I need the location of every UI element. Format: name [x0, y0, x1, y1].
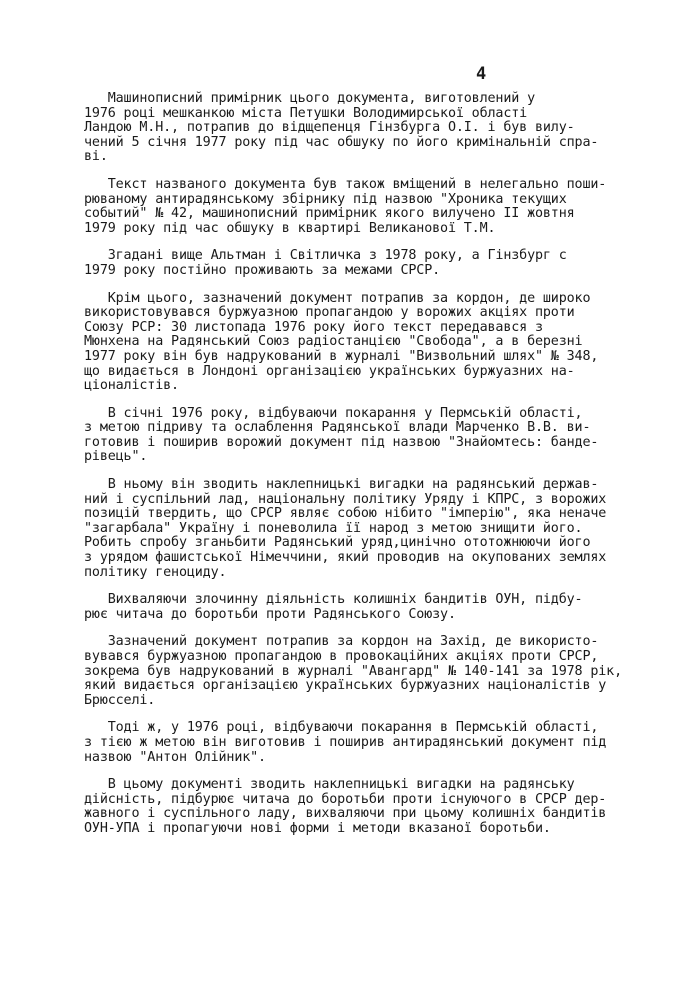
text-line: Зазначений документ потрапив за кордон на Захід, де використо- [84, 634, 599, 650]
text-line: рюваному антирадянському збірнику під назвою "Хроника текущих [84, 191, 567, 207]
text-line: ціоналістів. [84, 378, 179, 394]
text-line: назвою "Антон Олійник". [84, 749, 266, 765]
text-line: Текст названого документа був також вміщений в нелегально поши- [84, 176, 607, 192]
text-line: Машинописний примірник цього документа, виготовлений у [84, 91, 535, 106]
text-line: Вихваляючи злочинну діяльність колишніх бандитів ОУН, підбу- [84, 592, 583, 608]
text-line: 1979 року постійно проживають за межами СРСР. [84, 262, 441, 278]
text-line: рівець". [84, 449, 148, 465]
text-line: Мюнхена на Радянський Союз радіостанцією "Свобода", а в березні [84, 334, 583, 350]
paragraph [84, 593, 664, 622]
text-line: ний і суспільний лад, національну політику Уряду і КПРС, з ворожих [84, 491, 607, 507]
text-line: 1977 року він був надрукований в журналі "Визвольний шлях" № 348, [84, 348, 599, 364]
text-line: з тією ж метою він виготовив і поширив антирадянський документ під [84, 734, 607, 750]
text-line: Союзу РСР: 30 листопада 1976 року його текст передавався з [84, 319, 543, 335]
page-number: 4 [476, 64, 487, 84]
text-line: Крім цього, зазначений документ потрапив за кордон, де широко [84, 290, 591, 306]
text-line: В січні 1976 року, відбуваючи покарання у Пермській області, [84, 405, 583, 421]
text-line: використовувався буржуазною пропагандою у ворожих акціях проти [84, 305, 575, 321]
paragraph [84, 478, 664, 580]
text-line: з метою підриву та ослаблення Радянської влади Марченко В.В. ви- [84, 420, 591, 436]
text-line: чений 5 січня 1977 року під час обшуку по його кримінальній спра- [84, 134, 599, 150]
text-line: політику геноциду. [84, 564, 227, 580]
text-line: вувався буржуазною пропагандою в провокаційних акціях проти СРСР, [84, 649, 599, 664]
paragraph [84, 778, 664, 836]
text-line: готовив і поширив ворожий документ під назвою "Знайомтесь: банде- [84, 434, 599, 450]
text-line: жавного і суспільного ладу, вихваляючи при цьому колишніх бандитів [84, 806, 607, 822]
text-line: з урядом фашистської Німеччини, який проводив на окупованих землях [84, 550, 607, 566]
text-line: дійсність, підбурює читача до боротьби проти існуючого в СРСР дер- [84, 791, 607, 807]
paragraph [84, 249, 664, 278]
text-line: В цьому документі зводить наклепницькі вигадки на радянську [84, 777, 575, 793]
text-line: 1976 році мешканкою міста Петушки Володимирської області [84, 105, 528, 121]
text-line: Згадані вище Альтман і Світличка з 1978 року, а Гінзбург с [84, 248, 567, 264]
text-line: Тоді ж, у 1976 році, відбуваючи покарання в Пермській області, [84, 720, 599, 736]
paragraph [84, 635, 664, 708]
text-line: 1979 року під час обшуку в квартирі Великанової Т.М. [84, 220, 496, 236]
text-line: Робить спробу зганьбити Радянський уряд,цинічно ототожнюючи його [84, 535, 591, 551]
text-line: Ландою М.Н., потрапив до відщепенця Гінзбурга О.І. і був вилу- [84, 120, 575, 136]
text-line: событий" № 42, машинописний примірник якого вилучено II жовтня [84, 206, 575, 222]
paragraph [84, 721, 664, 765]
paragraph [84, 292, 664, 394]
document-body [84, 92, 664, 850]
paragraph [84, 178, 664, 236]
text-line: "загарбала" Україну і поневолила її народ з метою знищити його. [84, 520, 583, 536]
text-line: що видається в Лондоні організацією українських буржуазних на- [84, 363, 575, 379]
text-line: позицій твердить, що СРСР являє собою нібито "імперію", яка неначе [84, 506, 607, 522]
paragraph [84, 407, 664, 465]
text-line: Брюсселі. [84, 692, 156, 708]
text-line: ОУН-УПА і пропагуючи нові форми і методи вказаної боротьби. [84, 820, 551, 836]
text-line: В ньому він зводить наклепницькі вигадки на радянський держав- [84, 477, 599, 493]
text-line: який видається організацією українських буржуазних націоналістів у [84, 678, 607, 694]
text-line: зокрема був надрукований в журналі "Авангард" № 140-141 за 1978 рік, [84, 663, 623, 679]
text-line: ві. [84, 149, 108, 165]
text-line: рює читача до боротьби проти Радянського Союзу. [84, 606, 456, 622]
paragraph [84, 92, 664, 165]
